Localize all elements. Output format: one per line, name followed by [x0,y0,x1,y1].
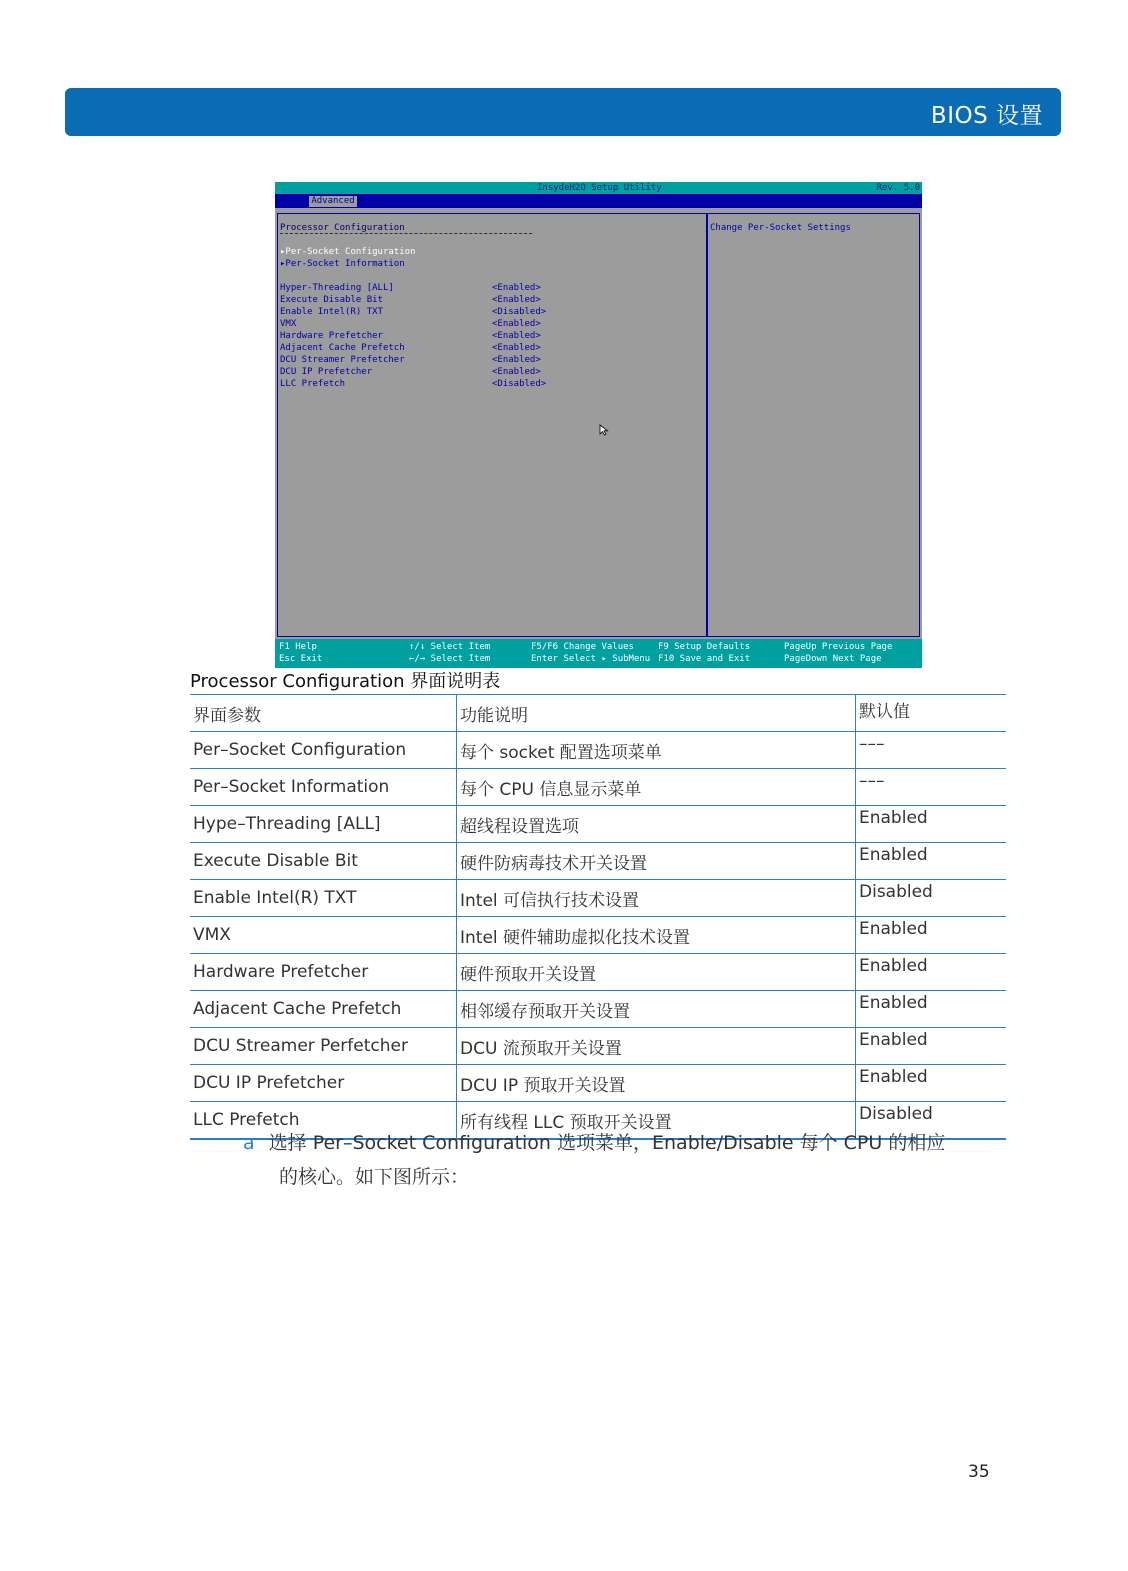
table-cell: Enabled [856,806,1007,843]
step-text-line2: 的核心。如下图所示： [279,1166,470,1188]
bios-setting-value[interactable]: <Enabled> [492,367,541,377]
key-select-item-leftright: ←/→ Select Item [409,654,491,664]
table-row [190,843,1006,880]
bios-screenshot [275,182,922,668]
table-cell: LLC Prefetch [190,1102,457,1140]
bios-setting-label[interactable]: Hardware Prefetcher [280,331,383,341]
bios-help-panel [707,213,920,637]
table-caption: Processor Configuration 界面说明表 [190,671,501,692]
bios-utility-title: InsydeH2O Setup Utility [537,183,662,193]
step-marker: a [243,1132,255,1154]
table-cell: 所有线程 LLC 预取开关设置 [457,1102,856,1140]
bios-tab-bar [275,194,922,208]
table-cell: Intel 可信执行技术设置 [457,880,856,917]
table-cell: 相邻缓存预取开关设置 [457,991,856,1028]
table-header-cell: 默认值 [856,695,1007,732]
table-cell: Hardware Prefetcher [190,954,457,991]
table-cell: 超线程设置选项 [457,806,856,843]
bios-separator [280,233,532,234]
table-header-cell: 功能说明 [457,695,856,732]
key-setup-defaults: F9 Setup Defaults [658,642,751,652]
bios-title-bar [275,182,922,194]
table-cell: VMX [190,917,457,954]
mouse-cursor-icon [599,424,609,436]
table-cell: Enabled [856,1028,1007,1065]
bios-setting-label[interactable]: Adjacent Cache Prefetch [280,343,405,353]
table-row [190,769,1006,806]
bios-revision: Rev. 5.0 [876,183,920,193]
table-row [190,880,1006,917]
bios-setting-label[interactable]: Execute Disable Bit [280,295,383,305]
bios-help-text: Change Per-Socket Settings [710,223,851,233]
step-instruction [243,1124,1013,1162]
table-cell: Intel 硬件辅助虚拟化技术设置 [457,917,856,954]
bios-setting-value[interactable]: <Disabled> [492,307,547,317]
table-row [190,1065,1006,1102]
table-cell: 硬件预取开关设置 [457,954,856,991]
bios-setting-label[interactable]: VMX [280,319,297,329]
table-row [190,954,1006,991]
table-cell: 每个 CPU 信息显示菜单 [457,769,856,806]
header-title: BIOS 设置 [930,103,1043,129]
table-cell: ––– [856,769,1007,806]
table-cell: 每个 socket 配置选项菜单 [457,732,856,769]
table-cell: Hype–Threading [ALL] [190,806,457,843]
bios-setting-value[interactable]: <Enabled> [492,355,541,365]
table-cell: 硬件防病毒技术开关设置 [457,843,856,880]
page-number: 35 [968,1462,990,1482]
table-cell: Enabled [856,1065,1007,1102]
table-cell: Disabled [856,1102,1007,1140]
bios-setting-value[interactable]: <Enabled> [492,343,541,353]
bios-setting-label[interactable]: DCU Streamer Prefetcher [280,355,405,365]
table-cell: Execute Disable Bit [190,843,457,880]
key-previous-page: PageUp Previous Page [784,642,893,652]
bios-setting-value[interactable]: <Enabled> [492,295,541,305]
bios-setting-value[interactable]: <Enabled> [492,319,541,329]
key-select-item-updown: ↑/↓ Select Item [409,642,491,652]
bios-footer [275,639,922,668]
key-change-values: F5/F6 Change Values [531,642,634,652]
key-exit: Esc Exit [279,654,323,664]
table-cell: Enabled [856,954,1007,991]
table-row [190,732,1006,769]
bios-setting-label[interactable]: Enable Intel(R) TXT [280,307,383,317]
bios-setting-value[interactable]: <Disabled> [492,379,547,389]
step-text-line1: 选择 Per–Socket Configuration 选项菜单，Enable/Disable 每个 CPU 的相应 [268,1132,946,1154]
table-cell: Per–Socket Configuration [190,732,457,769]
table-cell: Enabled [856,991,1007,1028]
bios-setting-value[interactable]: <Enabled> [492,331,541,341]
header-bar [65,88,1061,136]
key-help: F1 Help [279,642,317,652]
table-cell: DCU 流预取开关设置 [457,1028,856,1065]
bios-setting-label[interactable]: LLC Prefetch [280,379,346,389]
table-row [190,917,1006,954]
bios-section-title: Processor Configuration [280,223,405,233]
bios-setting-value[interactable]: <Enabled> [492,283,541,293]
table-row [190,991,1006,1028]
table-cell: Enable Intel(R) TXT [190,880,457,917]
key-enter-submenu: Enter Select ▸ SubMenu [531,654,651,664]
table-header-row [190,695,1006,732]
table-row [190,806,1006,843]
table-cell: Adjacent Cache Prefetch [190,991,457,1028]
tab-advanced[interactable]: Advanced [309,196,357,207]
table-cell: Enabled [856,843,1007,880]
bios-submenu-per-socket-information[interactable]: ▸Per-Socket Information [280,259,405,269]
table-row [190,1028,1006,1065]
key-next-page: PageDown Next Page [784,654,882,664]
parameter-table [190,694,1006,1140]
table-cell: ––– [856,732,1007,769]
table-cell: DCU Streamer Perfetcher [190,1028,457,1065]
table-header-cell: 界面参数 [190,695,457,732]
table-cell: Disabled [856,880,1007,917]
table-cell: Per–Socket Information [190,769,457,806]
bios-main-panel [277,213,707,637]
table-cell: DCU IP 预取开关设置 [457,1065,856,1102]
bios-setting-label[interactable]: Hyper-Threading [ALL] [280,283,394,293]
bios-submenu-per-socket-configuration[interactable]: ▸Per-Socket Configuration [280,247,416,257]
key-save-exit: F10 Save and Exit [658,654,751,664]
table-cell: DCU IP Prefetcher [190,1065,457,1102]
table-cell: Enabled [856,917,1007,954]
bios-setting-label[interactable]: DCU IP Prefetcher [280,367,373,377]
